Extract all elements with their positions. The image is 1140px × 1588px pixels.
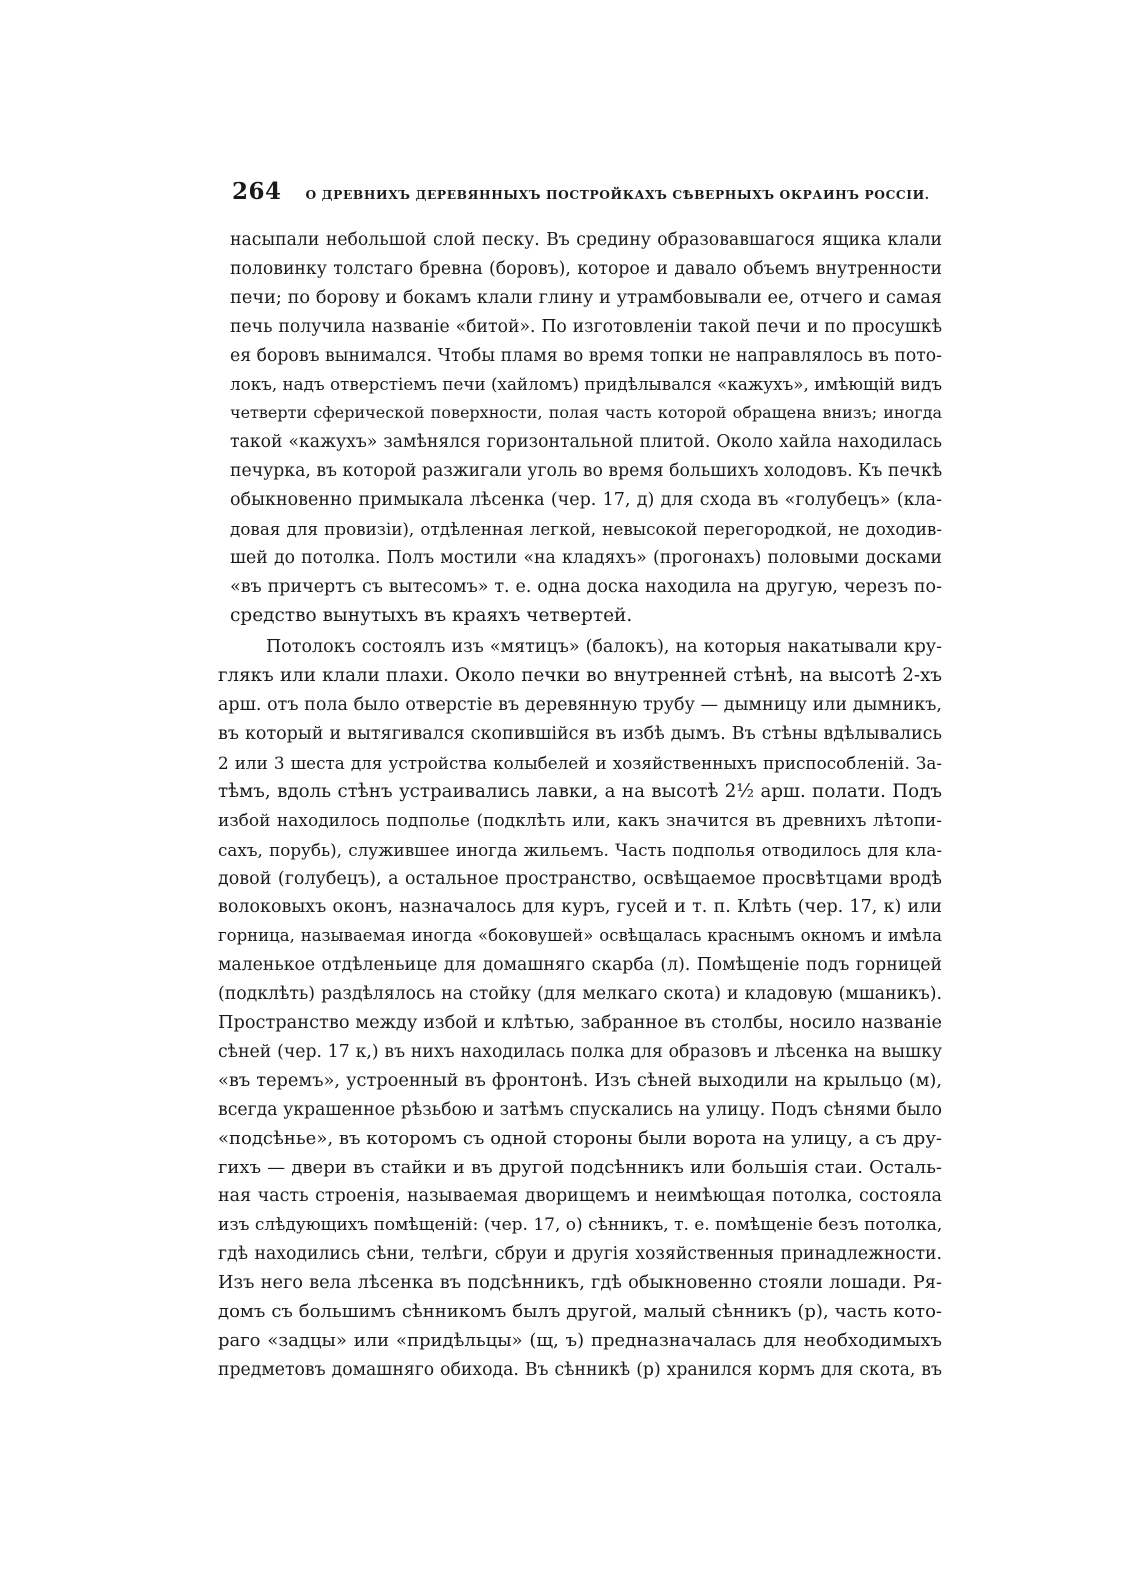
text-line: обыкновенно примыкала лѣсенка (чер. 17, д) для схода въ «голубецъ» (кла- [230,490,942,511]
text-line: «въ причертъ съ вытесомъ» т. е. одна доска находила на другую, черезъ по- [230,576,942,597]
text-line: раго «задцы» или «придѣльцы» (щ, ъ) предназначалась для необходимыхъ [218,1329,942,1351]
text-line: насыпали небольшой слой песку. Въ средину образовавшагося ящика клали [230,230,942,250]
text-line: сѣней (чер. 17 к,) въ нихъ находилась полка для образовъ и лѣсенка на вышку [218,1041,942,1062]
page-number: 264 [232,178,282,205]
text-line: гихъ — двери въ стайки и въ другой подсѣнникъ или большія стаи. Осталь- [218,1156,942,1178]
text-line: печи; по борову и бокамъ клали глину и утрамбовывали ее, отчего и самая [230,287,942,308]
text-line: ея боровъ вынимался. Чтобы пламя во время топки не направлялось въ пото- [230,345,942,366]
text-line: половинку толстаго бревна (боровъ), которое и давало объемъ внутренности [230,258,942,279]
text-line: гдѣ находились сѣни, телѣги, сбруи и другія хозяйственныя принадлежности. [218,1244,942,1265]
text-line: изъ слѣдующихъ помѣщеній: (чер. 17, о) сѣнникъ, т. е. помѣщеніе безъ потолка, [218,1215,943,1236]
text-line: домъ съ большимъ сѣнникомъ былъ другой, малый сѣнникъ (р), часть кото- [218,1300,942,1322]
text-line: ная часть строенія, называемая дворищемъ и неимѣющая потолка, состояла [218,1186,942,1207]
text-line: предметовъ домашняго обихода. Въ сѣнникѣ (р) хранился кормъ для скота, въ [218,1359,942,1380]
text-line: локъ, надъ отверстіемъ печи (хайломъ) придѣлывался «кажухъ», имѣющій видъ [230,374,942,395]
text-line: Изъ него вела лѣсенка въ подсѣнникъ, гдѣ обыкновенно стояли лошади. Ря- [218,1273,942,1294]
text-line: въ который и вытягивался скопившійся въ избѣ дымъ. Въ стѣны вдѣлывались [218,724,942,745]
text-line: такой «кажухъ» замѣнялся горизонтальной плитой. Около хайла находилась [230,432,942,453]
text-line: «подсѣнье», въ которомъ съ одной стороны были ворота на улицу, а съ дру- [218,1127,942,1149]
running-title: О ДРЕВНИХЪ ДЕРЕВЯННЫХЪ ПОСТРОЙКАХЪ СѢВЕРНЫХЪ ОКРАИНЪ РОССІИ. [305,187,930,202]
text-line: средство вынутыхъ въ краяхъ четвертей. [230,604,633,626]
text-line: «въ теремъ», устроенный въ фронтонѣ. Изъ сѣней выходили на крыльцо (м), [218,1070,942,1091]
text-line: шей до потолка. Полъ мостили «на кладяхъ» (прогонахъ) половыми досками [230,547,942,568]
text-line: волоковыхъ оконъ, назначалось для куръ, гусей и т. п. Клѣть (чер. 17, к) или [218,897,942,918]
text-line: Пространство между избой и клѣтью, забранное въ столбы, носило названіе [218,1013,942,1034]
text-line: печь получила названіе «битой». По изготовленіи такой печи и по просушкѣ [230,316,942,337]
text-line: горница, называемая иногда «боковушей» освѣщалась краснымъ окномъ и имѣла [218,926,942,946]
text-line: довая для провизіи), отдѣленная легкой, невысокой перегородкой, не доходив- [230,518,942,539]
text-line: довой (голубецъ), а остальное пространство, освѣщаемое просвѣтцами вродѣ [218,868,942,889]
text-line: (подклѣть) раздѣлялось на стойку (для мелкаго скота) и кладовую (мшаникъ). [218,984,942,1005]
body-text [218,226,942,1385]
text-line: маленькое отдѣленьице для домашняго скарба (л). Помѣщеніе подъ горницей [218,955,942,976]
text-line: печурка, въ которой разжигали уголь во время большихъ холодовъ. Къ печкѣ [230,461,943,482]
text-line: сахъ, порубь), служившее иногда жильемъ. Часть подполья отводилось для кла- [218,839,942,860]
text-line: избой находилось подполье (подклѣть или, какъ значится въ древнихъ лѣтопи- [218,810,942,831]
text-line: Потолокъ состоялъ изъ «мятицъ» (балокъ), на которыя накатывали кру- [266,637,942,658]
text-line: четверти сферической поверхности, полая часть которой обращена внизъ; иногда [230,403,942,423]
text-line: глякъ или клали плахи. Около печки во внутренней стѣнѣ, на высотѣ 2-хъ [218,665,942,687]
text-line: всегда украшенное рѣзьбою и затѣмъ спускались на улицу. Подъ сѣнями было [218,1099,942,1120]
text-line: арш. отъ пола было отверстіе въ деревянную трубу — дымницу или дымникъ, [218,695,942,716]
text-line: тѣмъ, вдоль стѣнъ устраивались лавки, а на высотѣ 2½ арш. полати. Подъ [218,780,942,802]
text-line: 2 или 3 шеста для устройства колыбелей и хозяйственныхъ приспособленій. За- [218,753,942,774]
paragraph-1 [218,226,942,630]
running-header [232,178,932,212]
paragraph-2 [218,633,942,1384]
